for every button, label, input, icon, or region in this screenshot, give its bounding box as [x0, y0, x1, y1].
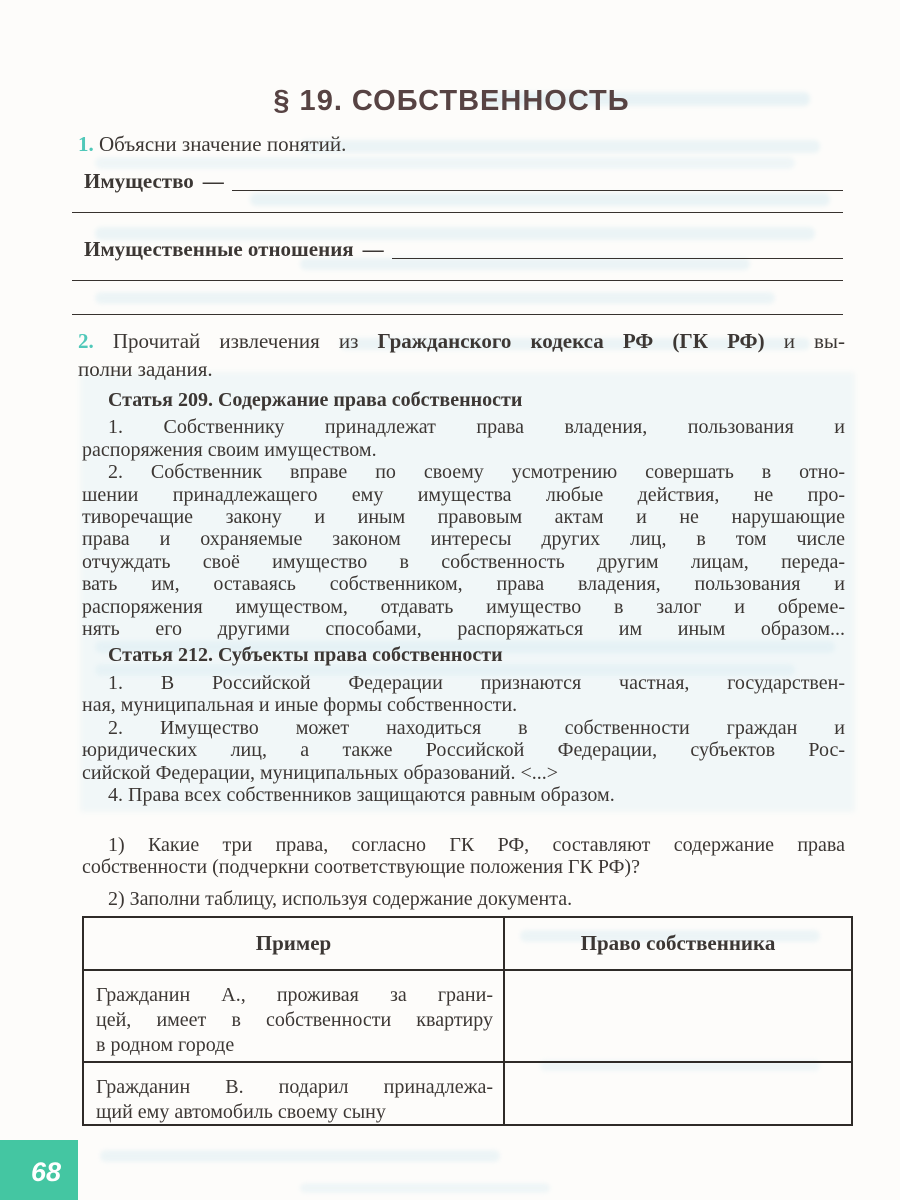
document-line: 1. В Российской Федерации признаются частная, государствен-	[108, 671, 845, 694]
question-2-line: 2) Заполни таблицу, используя содержание документа.	[108, 887, 573, 910]
document-line: распоряжения своим имуществом.	[82, 438, 377, 461]
table-header-example: Пример	[84, 918, 505, 969]
page-number: 68	[30, 1156, 62, 1187]
cell-line: щий ему автомобиль своему сыну	[96, 1101, 386, 1123]
document-line: права и охраняемые законом интересы других лиц, в том числе	[82, 528, 845, 551]
answer-rule-line	[72, 314, 843, 315]
term-row-imushchestvennye-otnosheniya	[84, 237, 843, 262]
task-2-line-1	[78, 327, 845, 355]
table-header-row	[84, 918, 851, 971]
task-1-number: 1.	[78, 132, 94, 156]
answer-blank-line	[392, 237, 843, 259]
document-line: нять его другими способами, распоряжаться им иным образом...	[82, 618, 845, 641]
task-2-number: 2.	[78, 329, 94, 353]
table-header-right: Право собственника	[580, 931, 776, 955]
document-line: шении принадлежащего ему имущества любые действия, не про-	[82, 483, 845, 506]
document-line: отчуждать своё имущество в собственность другим лицам, переда-	[82, 550, 845, 573]
document-line: тиворечащие закону и иным правовым актам и не нарушающие	[82, 506, 845, 529]
article-212-heading: Статья 212. Субъекты права собственности	[108, 644, 503, 667]
term-label: Имущественные отношения	[84, 237, 354, 261]
cell-line: Гражданин А., проживая за грани-	[96, 984, 493, 1006]
page-number-tab	[0, 1140, 78, 1200]
document-line: 1. Собственнику принадлежат права владения, пользования и	[108, 416, 845, 439]
page-title: § 19. СОБСТВЕННОСТЬ	[273, 85, 630, 117]
answer-rule-line	[72, 212, 843, 213]
example-cell	[84, 1063, 505, 1124]
bleed-through-artifact	[95, 292, 775, 304]
dash: —	[362, 237, 384, 261]
question-1-line: собственности (подчеркни соответствующие положения ГК РФ)?	[82, 856, 640, 879]
document-line: вать им, оставаясь собственником, права владения, пользования и	[82, 573, 845, 596]
document-line: юридических лиц, а также Российской Федерации, субъектов Рос-	[82, 739, 845, 762]
question-1-line: 1) Какие три права, согласно ГК РФ, составляют содержание права	[108, 834, 845, 856]
example-cell	[84, 971, 505, 1061]
answer-rule-line	[72, 280, 843, 281]
sub-questions	[82, 834, 845, 910]
document-line: сийской Федерации, муниципальных образований. <...>	[82, 761, 559, 784]
task-2-instruction	[78, 327, 845, 383]
bleed-through-artifact	[250, 193, 830, 206]
task-2-text-start: Прочитай извлечения из	[112, 329, 359, 353]
document-line: 2. Имущество может находиться в собственности граждан и	[108, 716, 845, 739]
table-row	[84, 971, 851, 1063]
dash: —	[202, 169, 224, 193]
bleed-through-artifact	[95, 157, 795, 169]
task-1-instruction	[78, 132, 845, 157]
term-label: Имущество	[84, 169, 194, 193]
bleed-through-artifact	[300, 1183, 550, 1193]
task-1-text: Объясни значение понятий.	[99, 132, 347, 156]
bleed-through-artifact	[100, 1150, 500, 1162]
task-2-line-2: полни задания.	[78, 357, 213, 381]
article-209-heading: Статья 209. Содержание права собственности	[108, 389, 523, 411]
answer-blank-line	[232, 169, 843, 191]
task-2-text-end: и вы-	[783, 329, 846, 353]
fill-in-table	[82, 916, 853, 1126]
cell-line: Гражданин В. подарил принадлежа-	[96, 1076, 493, 1098]
document-line: ная, муниципальная и иные формы собственности.	[82, 694, 518, 717]
document-line: распоряжения имуществом, отдавать имущество в залог и обреме-	[82, 595, 845, 618]
document-line: 2. Собственник вправе по своему усмотрению совершать в отно-	[108, 461, 845, 484]
answer-cell	[505, 1063, 851, 1124]
table-row	[84, 1063, 851, 1124]
document-line: 4. Права всех собственников защищаются равным образом.	[108, 783, 615, 806]
document-excerpt	[82, 389, 845, 806]
task-2-text-bold: Гражданского кодекса РФ (ГК РФ)	[377, 329, 765, 353]
term-row-imushchestvo	[84, 169, 843, 194]
answer-cell	[505, 971, 851, 1061]
cell-line: в родном городе	[96, 1034, 235, 1056]
cell-line: цей, имеет в собственности квартиру	[96, 1009, 493, 1031]
